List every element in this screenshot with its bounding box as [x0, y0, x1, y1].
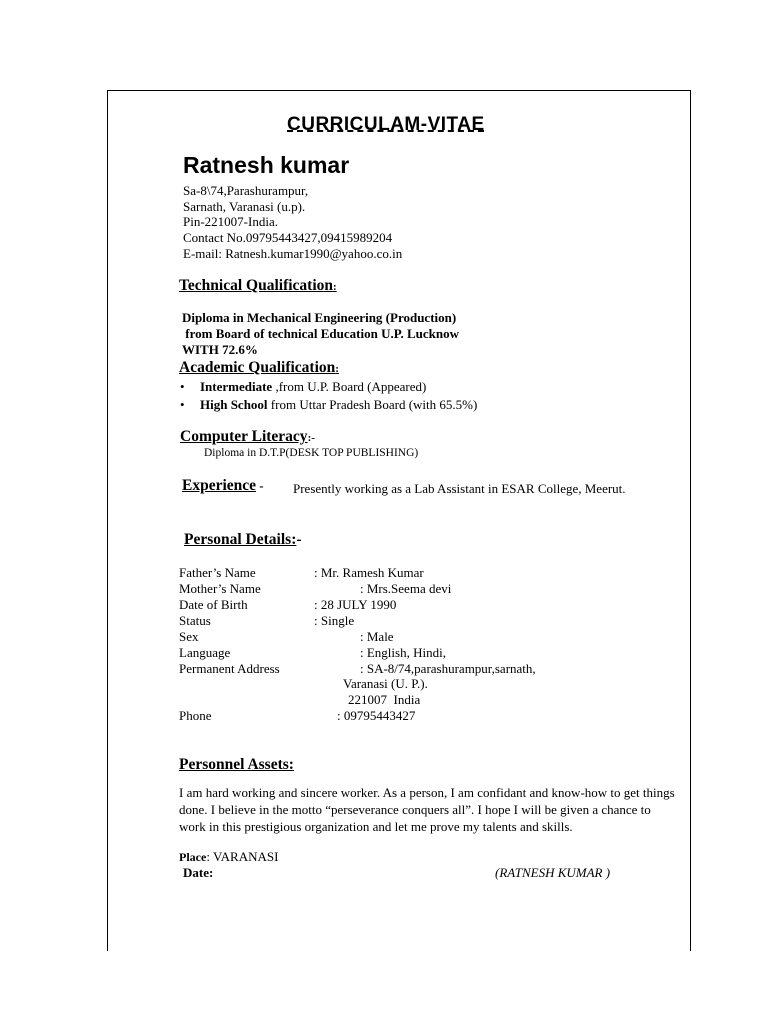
label-status: Status [179, 613, 211, 628]
label-father: Father’s Name [179, 565, 256, 580]
technical-line-3: WITH 72.6% [182, 342, 258, 357]
label-permanent-address: Permanent Address [179, 661, 280, 676]
place-line: Place: VARANASI [179, 849, 279, 864]
personal-heading: Personal Details:- [184, 531, 302, 548]
value-mother: : Mrs.Seema devi [360, 581, 452, 596]
experience-section: Experience - [182, 477, 264, 494]
academic-item: • High School from Uttar Pradesh Board (with 65.5%) [180, 397, 478, 412]
label-language: Language [179, 645, 231, 660]
experience-heading: Experience [182, 477, 257, 494]
technical-line-2: from Board of technical Education U.P. Lucknow [182, 326, 459, 341]
academic-heading: Academic Qualification: [179, 359, 339, 376]
value-sex: : Male [360, 629, 394, 644]
assets-heading: Personnel Assets: [179, 756, 294, 773]
label-phone: Phone [179, 708, 212, 723]
value-address-city: Varanasi (U. P.). [343, 676, 428, 691]
candidate-name: Ratnesh kumar [183, 152, 350, 178]
value-dob: : 28 JULY 1990 [314, 597, 397, 612]
signature: (RATNESH KUMAR ) [495, 865, 611, 880]
contact-number: Contact No.09795443427,09415989204 [183, 230, 393, 245]
value-permanent-address: : SA-8/74,parashurampur,sarnath, [360, 661, 536, 676]
value-phone: : 09795443427 [337, 708, 416, 723]
value-language: : English, Hindi, [360, 645, 446, 660]
academic-item: • Intermediate ,from U.P. Board (Appeared) [180, 379, 427, 394]
technical-line-1: Diploma in Mechanical Engineering (Production) [182, 310, 457, 325]
value-father: : Mr. Ramesh Kumar [314, 565, 424, 580]
address-line-1: Sa-8\74,Parashurampur, [183, 183, 309, 198]
experience-text: Presently working as a Lab Assistant in ESAR College, Meerut. [293, 481, 626, 496]
bullet-icon: • [180, 379, 185, 394]
address-line-3: Pin-221007-India. [183, 214, 278, 229]
label-dob: Date of Birth [179, 597, 248, 612]
date-label: Date: [183, 865, 214, 880]
technical-heading: Technical Qualification: [179, 277, 337, 294]
address-line-2: Sarnath, Varanasi (u.p). [183, 199, 306, 214]
label-sex: Sex [179, 629, 199, 644]
value-address-pin: 221007 India [348, 692, 421, 707]
assets-text: I am hard working and sincere worker. As a person, I am confidant and know-how to get things done. I believe in the motto “perseverance conquers all”. I hope I will be given a chance to work in this prestigious organization and let me prove my talents and skills. [179, 785, 675, 834]
computer-line: Diploma in D.T.P(DESK TOP PUBLISHING) [204, 447, 419, 459]
computer-heading: Computer Literacy:- [180, 428, 315, 445]
value-status: : Single [314, 613, 355, 628]
document-title: CURRICULAM-VITAE [287, 114, 485, 135]
bullet-icon: • [180, 397, 185, 412]
email-address: E-mail: Ratnesh.kumar1990@yahoo.co.in [183, 246, 403, 261]
label-mother: Mother’s Name [179, 581, 261, 596]
